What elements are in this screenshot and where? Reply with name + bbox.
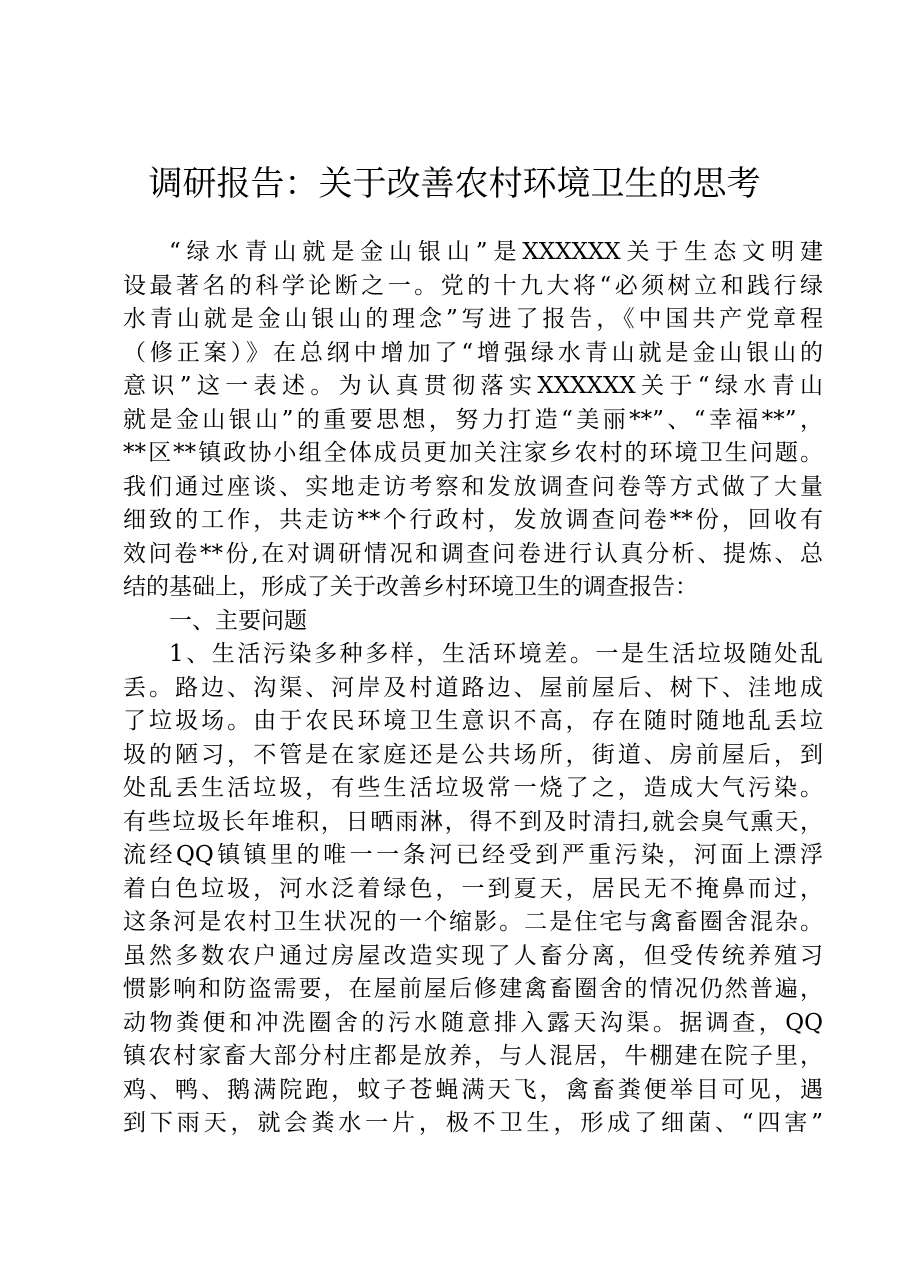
paragraph-line: 处乱丢生活垃圾，有些生活垃圾常一烧了之，造成大气污染。 [123,775,823,801]
document-body [123,236,823,1141]
paragraph-line: 鸡、鸭、鹅满院跑，蚊子苍蝇满天飞，禽畜粪便举目可见，遇 [123,1076,823,1103]
paragraph-line: 就是金山银山”的重要思想，努力打造“美丽**”、“幸福**”， [123,406,823,433]
paragraph-line: 意识”这一表述。为认真贯彻落实XXXXXX关于“绿水青山 [123,373,823,399]
paragraph-line: 结的基础上，形成了关于改善乡村环境卫生的调查报告： [123,574,698,600]
paragraph-line: 了垃圾场。由于农民环境卫生意识不高，存在随时随地乱丢垃 [123,708,823,734]
paragraph-line: 细致的工作，共走访**个行政村，发放调查问卷**份，回收有 [123,507,823,533]
paragraph-line: 设最著名的科学论断之一。党的十九大将“必须树立和践行绿 [123,272,823,299]
paragraph-line: 圾的陋习，不管是在家庭还是公共场所，街道、房前屋后，到 [123,741,823,768]
paragraph-line: 镇农村家畜大部分村庄都是放养，与人混居，牛棚建在院子里， [123,1043,823,1069]
section-heading: 一、主要问题 [169,607,307,634]
paragraph-line: “绿水青山就是金山银山”是XXXXXX关于生态文明建 [169,239,823,265]
paragraph-line: 1、生活污染多种多样，生活环境差。一是生活垃圾随处乱 [169,641,823,667]
paragraph-line: 惯影响和防盗需要，在屋前屋后修建禽畜圈舍的情况仍然普遍， [123,976,823,1002]
paragraph-line: 有些垃圾长年堆积，日晒雨淋，得不到及时清扫,就会臭气熏天， [123,808,823,835]
page-title: 调研报告：关于改善农村环境卫生的思考 [148,164,761,204]
paragraph-line: 这条河是农村卫生状况的一个缩影。二是住宅与禽畜圈舍混杂。 [123,909,823,935]
paragraph-line: 我们通过座谈、实地走访考察和发放调查问卷等方式做了大量 [123,473,823,500]
paragraph-line: 水青山就是金山银山的理念”写进了报告，《中国共产党章程 [123,306,823,332]
paragraph-line: 到下雨天，就会粪水一片，极不卫生，形成了细菌、“四害” [123,1110,823,1136]
paragraph-line: 效问卷**份,在对调研情况和调查问卷进行认真分析、提炼、总 [123,540,823,567]
paragraph-line: 丢。路边、沟渠、河岸及村道路边、屋前屋后、树下、洼地成 [123,674,823,701]
paragraph-line: 流经QQ镇镇里的唯一一条河已经受到严重污染，河面上漂浮 [123,842,823,868]
paragraph-line: **区**镇政协小组全体成员更加关注家乡农村的环境卫生问题。 [123,440,823,466]
paragraph-line: 着白色垃圾，河水泛着绿色，一到夏天，居民无不掩鼻而过， [123,875,823,902]
paragraph-line: 动物粪便和冲洗圈舍的污水随意排入露天沟渠。据调查，QQ [123,1009,823,1036]
paragraph-line: 虽然多数农户通过房屋改造实现了人畜分离，但受传统养殖习 [123,942,823,969]
paragraph-line: （修正案）》在总纲中增加了“增强绿水青山就是金山银山的 [123,339,823,366]
